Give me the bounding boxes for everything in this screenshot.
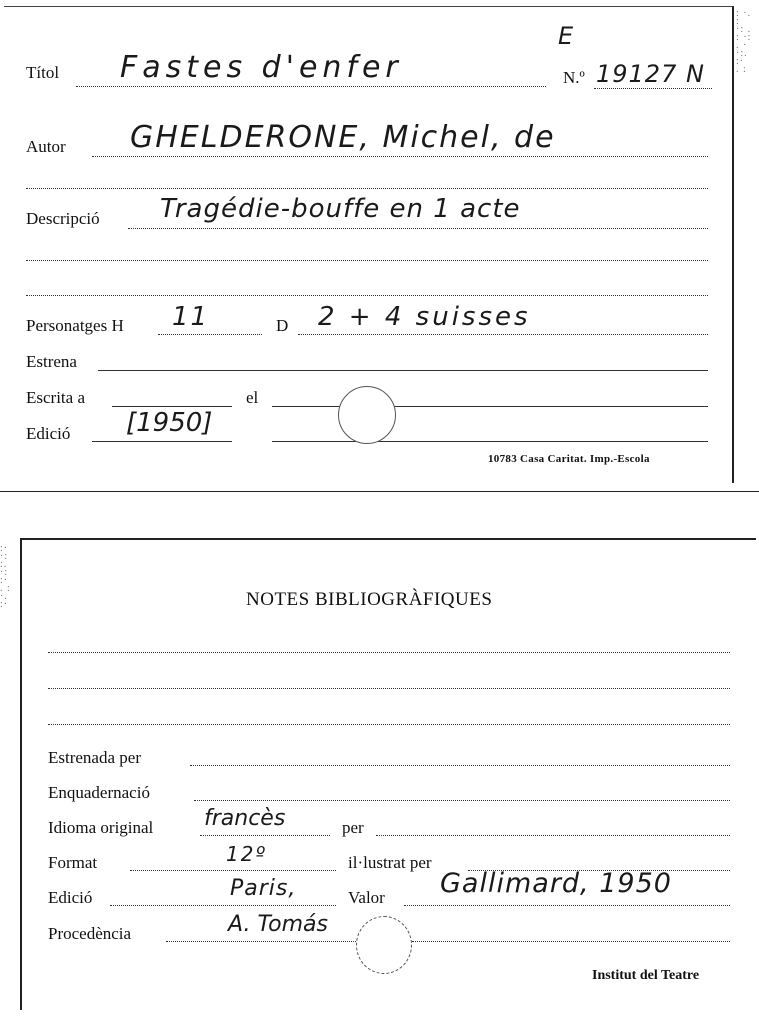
edicio2-line [110, 905, 336, 906]
escrita-label: Escrita a [26, 388, 85, 407]
printer-imprint: 10783 Casa Caritat. Imp.-Escola [488, 453, 650, 465]
titol-line [76, 86, 546, 87]
escrita-el-label: el [246, 388, 259, 407]
punch-hole-1 [338, 386, 396, 444]
personatges-d-label: D [276, 316, 289, 335]
titol-label: Títol [26, 63, 60, 82]
idioma-line [200, 835, 330, 836]
notes-line-2 [48, 688, 730, 689]
valor-line [404, 905, 730, 906]
escrita-line [112, 406, 232, 407]
edicio2-value: Paris, [230, 876, 297, 901]
card-separator-line [0, 491, 759, 492]
autor-label: Autor [26, 137, 66, 156]
card2-title: NOTES BIBLIOGRÀFIQUES [246, 589, 493, 610]
scan-noise-right: : ·. : ·: . : ·: . · ·:. :· . : [736, 8, 752, 75]
number-label: N.º [563, 68, 585, 87]
valor-value: Gallimard, 1950 [440, 868, 672, 899]
descripcio-line [128, 228, 708, 229]
number-mark: E [558, 22, 574, 50]
estrenada-line [190, 765, 730, 766]
valor-label: Valor [348, 888, 385, 907]
format-line [130, 870, 336, 871]
idioma-label: Idioma original [48, 818, 154, 837]
estrenada-label: Estrenada per [48, 748, 141, 767]
personatges-d-line [298, 334, 708, 335]
number-line [594, 88, 712, 89]
escrita-el-line [272, 406, 708, 407]
number-value: 19127 N [596, 60, 705, 88]
edicio2-label: Edició [48, 888, 93, 907]
autor-value: GHELDERONE, Michel, de [130, 120, 556, 155]
personatges-label: Personatges H [26, 316, 124, 335]
descripcio-value: Tragédie-bouffe en 1 acte [160, 194, 521, 224]
titol-value: Fastes d'enfer [120, 50, 403, 85]
idioma-per-label: per [342, 818, 364, 837]
personatges-h-value: 11 [172, 302, 210, 332]
procedencia-label: Procedència [48, 924, 132, 943]
edicio-label: Edició [26, 424, 71, 443]
enquadernacio-label: Enquadernació [48, 783, 150, 802]
descripcio-line-3 [26, 295, 708, 296]
notes-line-1 [48, 652, 730, 653]
format-label: Format [48, 853, 98, 872]
idioma-per-line [376, 835, 730, 836]
descripcio-line-2 [26, 260, 708, 261]
notes-line-3 [48, 724, 730, 725]
personatges-d-value: 2 + 4 suisses [318, 302, 531, 332]
descripcio-label: Descripció [26, 209, 100, 228]
institution-name: Institut del Teatre [592, 968, 700, 983]
autor-line-2 [26, 188, 708, 189]
enquadernacio-line [194, 800, 730, 801]
personatges-h-line [158, 334, 262, 335]
estrena-label: Estrena [26, 352, 77, 371]
scan-noise-left: :· ·: :. ·: :· . : ·. :· [0, 543, 11, 610]
procedencia-line-2 [412, 941, 730, 942]
edicio-line [92, 441, 232, 442]
edicio-value: [1950] [126, 408, 213, 438]
autor-line [92, 156, 708, 157]
idioma-value: francès [204, 806, 286, 831]
format-il-label: il·lustrat per [348, 853, 432, 872]
format-value: 12º [226, 842, 267, 866]
procedencia-value: A. Tomás [228, 912, 328, 937]
procedencia-line [166, 941, 362, 942]
edicio-line-2 [272, 441, 708, 442]
estrena-line [98, 370, 708, 371]
punch-hole-2 [356, 916, 412, 974]
